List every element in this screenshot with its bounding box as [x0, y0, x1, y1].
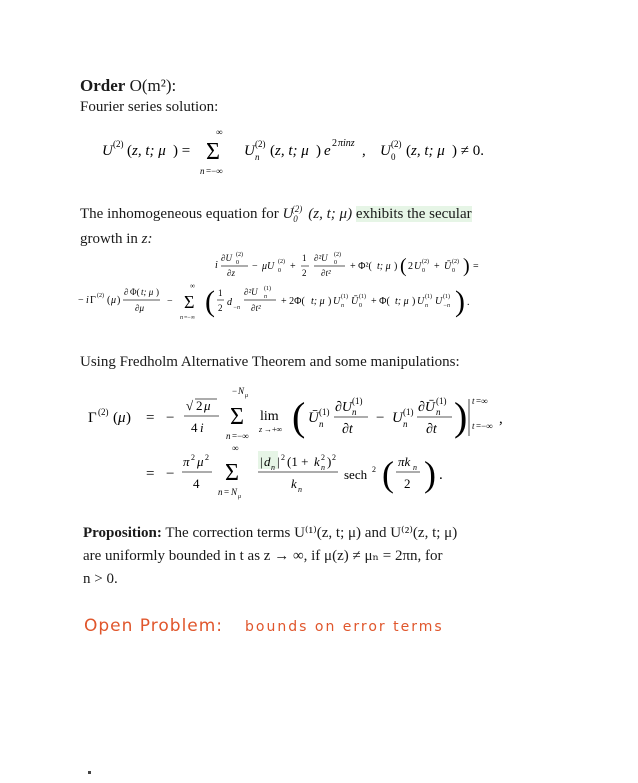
svg-text:n: n — [218, 487, 223, 497]
svg-text:|: | — [260, 454, 263, 469]
svg-text:2: 2 — [302, 268, 307, 278]
svg-text:) ≠ 0.: ) ≠ 0. — [452, 143, 484, 159]
svg-text:−n: −n — [443, 303, 451, 309]
svg-text:∂t²: ∂t² — [251, 303, 261, 313]
svg-text:=∞: =∞ — [476, 396, 488, 406]
svg-text:∂t: ∂t — [342, 422, 353, 437]
svg-text:): ) — [328, 296, 332, 307]
inhomogeneous-text-b: exhibits the secular — [355, 206, 472, 222]
svg-text:2: 2 — [408, 261, 413, 272]
svg-text:+ Φ(: + Φ( — [371, 296, 390, 307]
svg-text:μ: μ — [111, 295, 117, 306]
svg-text:(2): (2) — [278, 259, 285, 265]
svg-text:2: 2 — [321, 453, 325, 462]
svg-text:k: k — [314, 454, 320, 469]
svg-text:(2): (2) — [236, 252, 243, 258]
svg-text:(: ( — [113, 410, 118, 426]
handwritten-note — [84, 616, 444, 636]
svg-text:=: = — [224, 487, 230, 497]
svg-text:Ū: Ū — [308, 410, 319, 426]
svg-text:μ: μ — [118, 410, 126, 426]
svg-text:n: n — [264, 294, 267, 300]
svg-text:2: 2 — [205, 453, 209, 462]
svg-text:2: 2 — [332, 138, 337, 149]
svg-text:n: n — [271, 463, 275, 472]
svg-text:(2): (2) — [334, 252, 341, 258]
svg-text:=−∞: =−∞ — [206, 166, 223, 176]
svg-text:∂t: ∂t — [426, 422, 437, 437]
svg-text:(1): (1) — [425, 294, 432, 300]
svg-text:): ) — [327, 454, 332, 469]
svg-text:n: n — [298, 485, 302, 494]
svg-text:n: n — [403, 419, 408, 429]
svg-text:(2): (2) — [452, 259, 459, 265]
svg-text:(: ( — [127, 143, 132, 159]
svg-text:2: 2 — [218, 303, 223, 313]
svg-text:+ 2Φ(: + 2Φ( — [281, 296, 305, 307]
svg-text:t; μ: t; μ — [377, 261, 391, 272]
svg-text:=: = — [146, 466, 155, 482]
svg-text:): ) — [117, 295, 121, 306]
svg-text:−: − — [252, 261, 258, 272]
svg-text:∂²U: ∂²U — [314, 253, 328, 263]
svg-text:U: U — [333, 296, 341, 307]
svg-text:→+∞: →+∞ — [264, 425, 283, 434]
svg-text:(2): (2) — [255, 139, 266, 149]
fourier-series-equation — [102, 127, 542, 179]
inhomogeneous-paragraph — [80, 199, 550, 249]
inhomogeneous-equation — [78, 248, 578, 328]
order-math: O(m²): — [129, 76, 177, 95]
svg-text:2: 2 — [332, 453, 336, 462]
svg-text:t: t — [472, 396, 475, 406]
svg-text:=: = — [473, 261, 479, 272]
svg-text:.: . — [439, 467, 443, 483]
svg-text:1: 1 — [218, 288, 223, 298]
svg-text:4: 4 — [193, 476, 200, 491]
svg-text:lim: lim — [260, 409, 279, 424]
svg-text:=−∞: =−∞ — [232, 431, 249, 441]
svg-text:U: U — [417, 296, 425, 307]
svg-text:U: U — [392, 410, 403, 426]
svg-text:U: U — [102, 143, 113, 159]
svg-text:√: √ — [186, 398, 194, 413]
svg-text:∂: ∂ — [124, 287, 129, 297]
svg-text:(: ( — [406, 143, 411, 159]
svg-text:π: π — [183, 454, 190, 469]
svg-text:t; μ: t; μ — [395, 296, 409, 307]
svg-text:∂²U: ∂²U — [244, 287, 258, 297]
svg-text:n: n — [200, 166, 205, 176]
svg-text:(2): (2) — [422, 259, 429, 265]
section-heading — [80, 76, 176, 96]
svg-text:2: 2 — [196, 398, 203, 413]
svg-text:2: 2 — [281, 453, 285, 462]
fourier-subtitle: Fourier series solution: — [80, 99, 219, 115]
svg-text:Ū: Ū — [444, 261, 452, 272]
svg-text:t; μ: t; μ — [141, 287, 154, 297]
svg-text:t: t — [472, 421, 475, 431]
svg-text:−n: −n — [233, 305, 241, 311]
svg-text:∞: ∞ — [232, 443, 239, 453]
svg-text:−: − — [376, 410, 385, 426]
svg-text:): ) — [394, 261, 398, 272]
svg-text:U: U — [244, 143, 255, 159]
svg-text:∞: ∞ — [190, 282, 195, 290]
svg-text:2: 2 — [191, 453, 195, 462]
svg-text:z, t; μ: z, t; μ — [132, 143, 166, 159]
svg-text:U: U — [414, 261, 422, 272]
svg-text:): ) — [126, 410, 131, 426]
svg-text:−: − — [166, 466, 175, 482]
u0-inline-math: $U_0^{(2)}$ (z, t; μ) — [282, 204, 353, 224]
svg-text:Σ: Σ — [230, 404, 244, 430]
svg-text:e: e — [324, 143, 331, 159]
svg-text:Ū: Ū — [351, 296, 359, 307]
svg-text:sech: sech — [344, 467, 368, 482]
svg-text:(: ( — [205, 285, 215, 318]
order-word: Order — [80, 76, 126, 95]
svg-text:(1): (1) — [443, 294, 450, 300]
svg-text:n: n — [413, 463, 417, 472]
svg-text:+: + — [434, 261, 440, 272]
svg-text:N: N — [231, 487, 238, 497]
svg-text:∂z: ∂z — [227, 268, 235, 278]
svg-text:n: n — [352, 407, 357, 417]
svg-text:U: U — [435, 296, 443, 307]
svg-text:−: − — [166, 410, 175, 426]
inhomogeneous-text-a: The inhomogeneous equation for — [80, 206, 279, 222]
svg-text:(1): (1) — [352, 396, 363, 406]
svg-text:i: i — [200, 420, 204, 435]
svg-text:n: n — [425, 303, 428, 309]
svg-text:Φ(: Φ( — [130, 287, 140, 297]
svg-text:,: , — [362, 143, 366, 159]
svg-text:0: 0 — [236, 260, 239, 266]
svg-text:U: U — [380, 143, 391, 159]
svg-text:πk: πk — [398, 454, 411, 469]
svg-text:n: n — [255, 152, 260, 162]
svg-text:z: z — [259, 425, 263, 434]
svg-text:0: 0 — [452, 268, 455, 274]
svg-text:0: 0 — [359, 303, 362, 309]
svg-text:μ: μ — [245, 393, 249, 399]
svg-text:∞: ∞ — [216, 127, 223, 137]
inhomogeneous-text-d: z: — [141, 231, 153, 247]
scan-speck — [88, 771, 91, 774]
svg-text:−: − — [232, 386, 238, 396]
svg-text:(2): (2) — [391, 139, 402, 149]
svg-text:d: d — [264, 454, 271, 469]
svg-text:) =: ) = — [173, 143, 191, 159]
svg-text:.: . — [467, 297, 470, 308]
svg-text:Γ: Γ — [90, 295, 96, 306]
svg-text:n: n — [226, 431, 231, 441]
svg-text:−: − — [78, 295, 84, 306]
svg-text:(1): (1) — [436, 396, 447, 406]
svg-text:(1): (1) — [264, 286, 271, 292]
svg-text:(: ( — [292, 394, 306, 439]
svg-text:πinz: πinz — [338, 138, 355, 149]
svg-text:(2): (2) — [98, 407, 109, 417]
svg-text:∂U: ∂U — [221, 253, 232, 263]
svg-text:(: ( — [270, 143, 275, 159]
svg-text:d: d — [227, 297, 232, 308]
svg-text:=−∞: =−∞ — [184, 315, 196, 321]
svg-text:μ: μ — [197, 454, 204, 469]
svg-text:∂U: ∂U — [335, 400, 353, 415]
svg-text:N: N — [238, 386, 245, 396]
svg-text:t; μ: t; μ — [311, 296, 325, 307]
fredholm-paragraph: Using Fredholm Alternative Theorem and some manipulations: — [80, 354, 460, 370]
svg-text:i: i — [215, 260, 218, 271]
svg-text:2: 2 — [404, 476, 411, 491]
svg-text:): ) — [455, 285, 465, 318]
svg-text:(1): (1) — [319, 407, 330, 417]
gamma-equation — [80, 384, 560, 504]
proposition-label: Proposition: — [83, 525, 162, 541]
svg-text:4: 4 — [191, 420, 198, 435]
svg-text:2: 2 — [372, 465, 376, 474]
svg-text:n: n — [436, 407, 441, 417]
svg-text:∂μ: ∂μ — [135, 303, 144, 313]
svg-text:0: 0 — [391, 152, 396, 162]
svg-text:μU: μU — [262, 261, 275, 272]
svg-text:μ: μ — [238, 494, 242, 500]
svg-text:(2): (2) — [97, 293, 104, 299]
svg-text:k: k — [291, 476, 297, 491]
proposition-line-1: The correction terms U⁽¹⁾(z, t; μ) and U⁽²⁾(z, t; μ) — [165, 525, 458, 541]
svg-text:Σ: Σ — [206, 139, 220, 165]
svg-text:,: , — [499, 411, 503, 427]
svg-text:μ: μ — [204, 398, 211, 413]
proposition-block — [83, 522, 543, 591]
svg-text:0: 0 — [334, 260, 337, 266]
proposition-line-3: n > 0. — [83, 571, 118, 587]
svg-text:Σ: Σ — [225, 460, 239, 486]
svg-text:0: 0 — [422, 268, 425, 274]
svg-text:|: | — [277, 454, 280, 469]
svg-text:): ) — [454, 394, 468, 439]
open-problem-label: Open Problem: — [84, 616, 224, 636]
svg-text:): ) — [156, 287, 159, 297]
svg-text:n: n — [321, 463, 325, 472]
svg-text:(: ( — [107, 295, 111, 306]
svg-text:0: 0 — [278, 268, 281, 274]
svg-text:): ) — [412, 296, 416, 307]
svg-text:(2): (2) — [113, 139, 124, 149]
svg-text:Γ: Γ — [88, 410, 97, 426]
svg-text:z, t; μ: z, t; μ — [275, 143, 309, 159]
svg-text:∂Ū: ∂Ū — [418, 400, 436, 415]
svg-text:=: = — [146, 410, 155, 426]
svg-text:n: n — [180, 315, 183, 321]
svg-text:∂t²: ∂t² — [321, 268, 331, 278]
svg-text:1: 1 — [302, 253, 307, 263]
svg-text:+: + — [290, 261, 296, 272]
svg-text:z, t; μ: z, t; μ — [411, 143, 445, 159]
bounds-note: bounds on error terms — [245, 619, 444, 635]
svg-text:−: − — [167, 296, 173, 307]
svg-text:(1): (1) — [341, 294, 348, 300]
svg-text:): ) — [316, 143, 321, 159]
svg-text:i: i — [86, 295, 89, 306]
svg-text:(1): (1) — [359, 294, 366, 300]
proposition-line-2: are uniformly bounded in t as z → ∞, if μ(z) ≠ μₙ = 2πn, for — [83, 548, 443, 564]
svg-text:): ) — [424, 454, 436, 494]
svg-text:(: ( — [400, 255, 407, 277]
svg-text:Σ: Σ — [184, 292, 195, 312]
svg-text:): ) — [463, 255, 470, 277]
svg-text:(1 +: (1 + — [287, 454, 309, 469]
svg-text:=−∞: =−∞ — [476, 421, 493, 431]
svg-text:n: n — [341, 303, 344, 309]
svg-text:+ Φ²(: + Φ²( — [350, 261, 372, 272]
svg-text:(1): (1) — [403, 407, 414, 417]
svg-text:(: ( — [382, 454, 394, 494]
inhomogeneous-text-c: growth in — [80, 231, 138, 247]
svg-text:n: n — [319, 419, 324, 429]
